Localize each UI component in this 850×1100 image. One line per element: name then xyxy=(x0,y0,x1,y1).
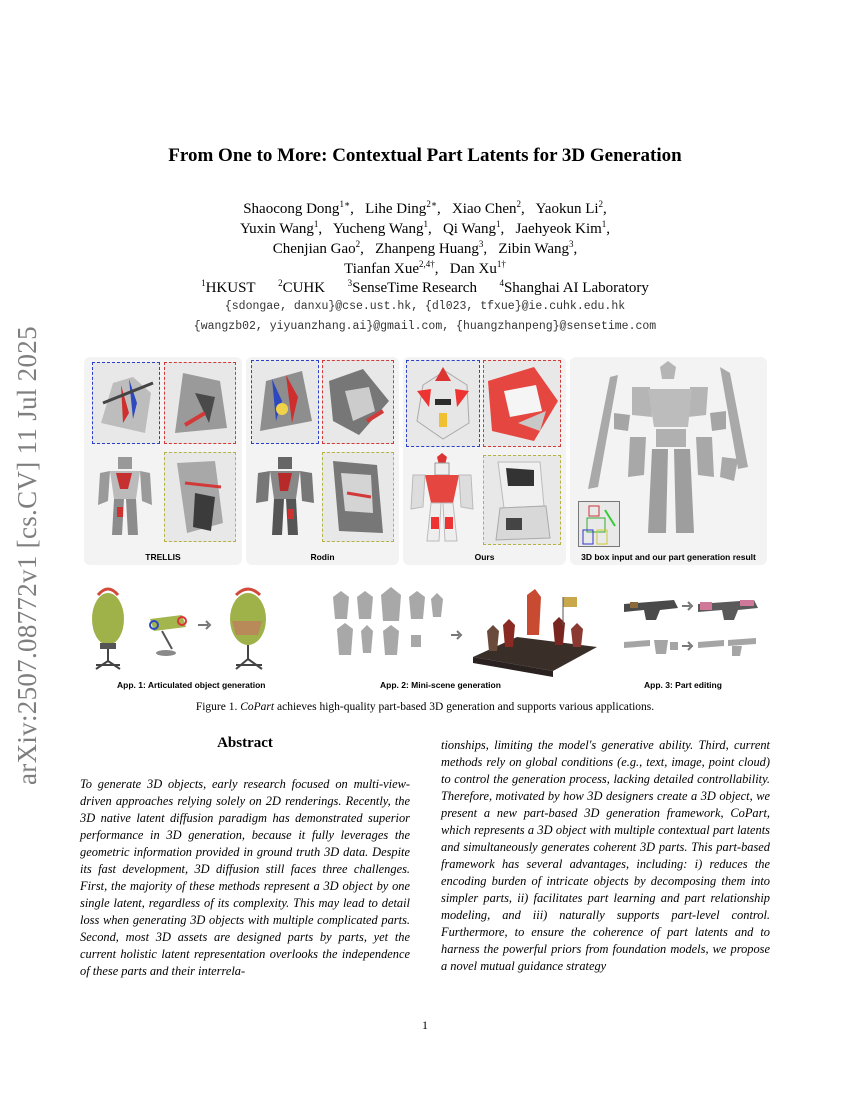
zoom-crop-olive xyxy=(164,452,236,542)
author-line-3: Chenjian Gao$^2$, Zhanpeng Huang$^3$, Zibin Wang$^3$, xyxy=(272,239,578,257)
author-line-2: Yuxin Wang$^1$, Yucheng Wang$^1$, Qi Wang$^1$, Jaehyeok Kim$^1$, xyxy=(239,219,611,237)
author-line-4: Tianfan Xue$^{2,4\dagger}$, Dan $Xu^{1\dagger}$ xyxy=(344,259,506,277)
figure-panel-rodin xyxy=(246,357,399,565)
zoom-crop-red xyxy=(483,360,561,447)
zoom-crop-red xyxy=(164,362,236,444)
arxiv-stamp: arXiv:2507.08772v1 [cs.CV] 11 Jul 2025 xyxy=(12,326,42,785)
panel-label-rodin: Rodin xyxy=(310,552,335,562)
robot-full-render xyxy=(252,449,318,541)
email-line-1: {sdongae, danxu}@cse.ust.hk, {dl023, tfxue}@ie.cuhk.edu.hk xyxy=(224,300,626,313)
box-input-thumbnail xyxy=(578,501,620,547)
robot-head-render xyxy=(93,363,159,443)
zoom-crop-red xyxy=(322,360,394,444)
zoom-crop-olive xyxy=(322,452,394,542)
abstract-column-right xyxy=(441,737,770,975)
abstract-paragraph-left: To generate 3D objects, early research focused on multi-view-driven approaches relying solely on 2D renderings. Recently, the 3D native latent diffusion paradigm has demonstrated superior performance in 3D generation, because it fully leverages the geometric information provided in ground truth 3D data. Despite its fast development, 3D diffusion still faces three challenges. First, the majority of these methods represent a 3D object by one single latent, regardless of its complexity. This may lead to detail loss when generating 3D objects with multiple complicated parts. Second, most 3D assets are designed parts by parts, yet the current holistic latent representation overlooks the independence of these parts and their interrela- xyxy=(80,777,410,978)
articulated-object-figure xyxy=(86,585,301,677)
app-label-1: App. 1: Articulated object generation xyxy=(117,680,266,690)
paper-title: From One to More: Contextual Part Latents for 3D Generation xyxy=(168,145,682,166)
app-label-2: App. 2: Mini-scene generation xyxy=(380,680,501,690)
part-editing-figure xyxy=(620,590,770,670)
abstract-paragraph-right: tionships, limiting the model's generative ability. Third, current methods rely on global conditions (e.g., text, image, point cloud) to control the generation process, lacking detailed controllability. Therefore, motivated by how 3D designers create a 3D object, we present a new part-based 3D generation framework, CoPart, which represents a 3D object with multiple contextual part latents and simultaneously generates coherent 3D parts. This part-based framework has several advantages, including: i) reduces the encoding burden of intricate objects by decomposing them into simpler parts, ii) facilitates part learning and part relationship modeling, and iii) naturally supports part-level control. Furthermore, to ensure the coherence of part latents and to harness the powerful priors from foundation models, we propose a novel mutual guidance strategy xyxy=(441,738,770,973)
mini-scene-figure xyxy=(327,585,597,677)
panel-label-part-generation: 3D box input and our part generation result xyxy=(581,552,756,562)
robot-full-render xyxy=(92,449,158,541)
author-line-1: Shaocong Dong$^{1∗}$, Lihe Ding$^{2∗}$, Xiao Chen$^2$, Yaokun Li$^2$, xyxy=(243,199,607,217)
panel-label-trellis: TRELLIS xyxy=(145,552,181,562)
zoom-crop-blue xyxy=(92,362,160,444)
zoom-crop-olive xyxy=(483,455,561,545)
zoom-crop-blue xyxy=(251,360,319,444)
app-label-3: App. 3: Part editing xyxy=(644,680,722,690)
figure-panel-ours xyxy=(403,357,566,565)
figure-panel-trellis xyxy=(84,357,242,565)
robot-full-render xyxy=(407,453,477,545)
figure-caption: Figure 1. CoPart achieves high-quality part-based 3D generation and supports various applications. xyxy=(195,701,655,713)
panel-label-ours: Ours xyxy=(474,552,495,562)
abstract-column-left xyxy=(80,776,410,980)
figure-panel-part-generation xyxy=(570,357,767,565)
abstract-heading: Abstract xyxy=(217,735,273,751)
affiliations: $^1$HKUST $^2$CUHK $^3$SenseTime Research $^4$Shanghai AI Laboratory xyxy=(201,278,649,296)
page-number: 1 xyxy=(422,1018,428,1032)
email-line-2: {wangzb02, yiyuanzhang.ai}@gmail.com, {huangzhanpeng}@sensetime.com xyxy=(193,320,657,333)
zoom-crop-blue xyxy=(406,360,480,447)
